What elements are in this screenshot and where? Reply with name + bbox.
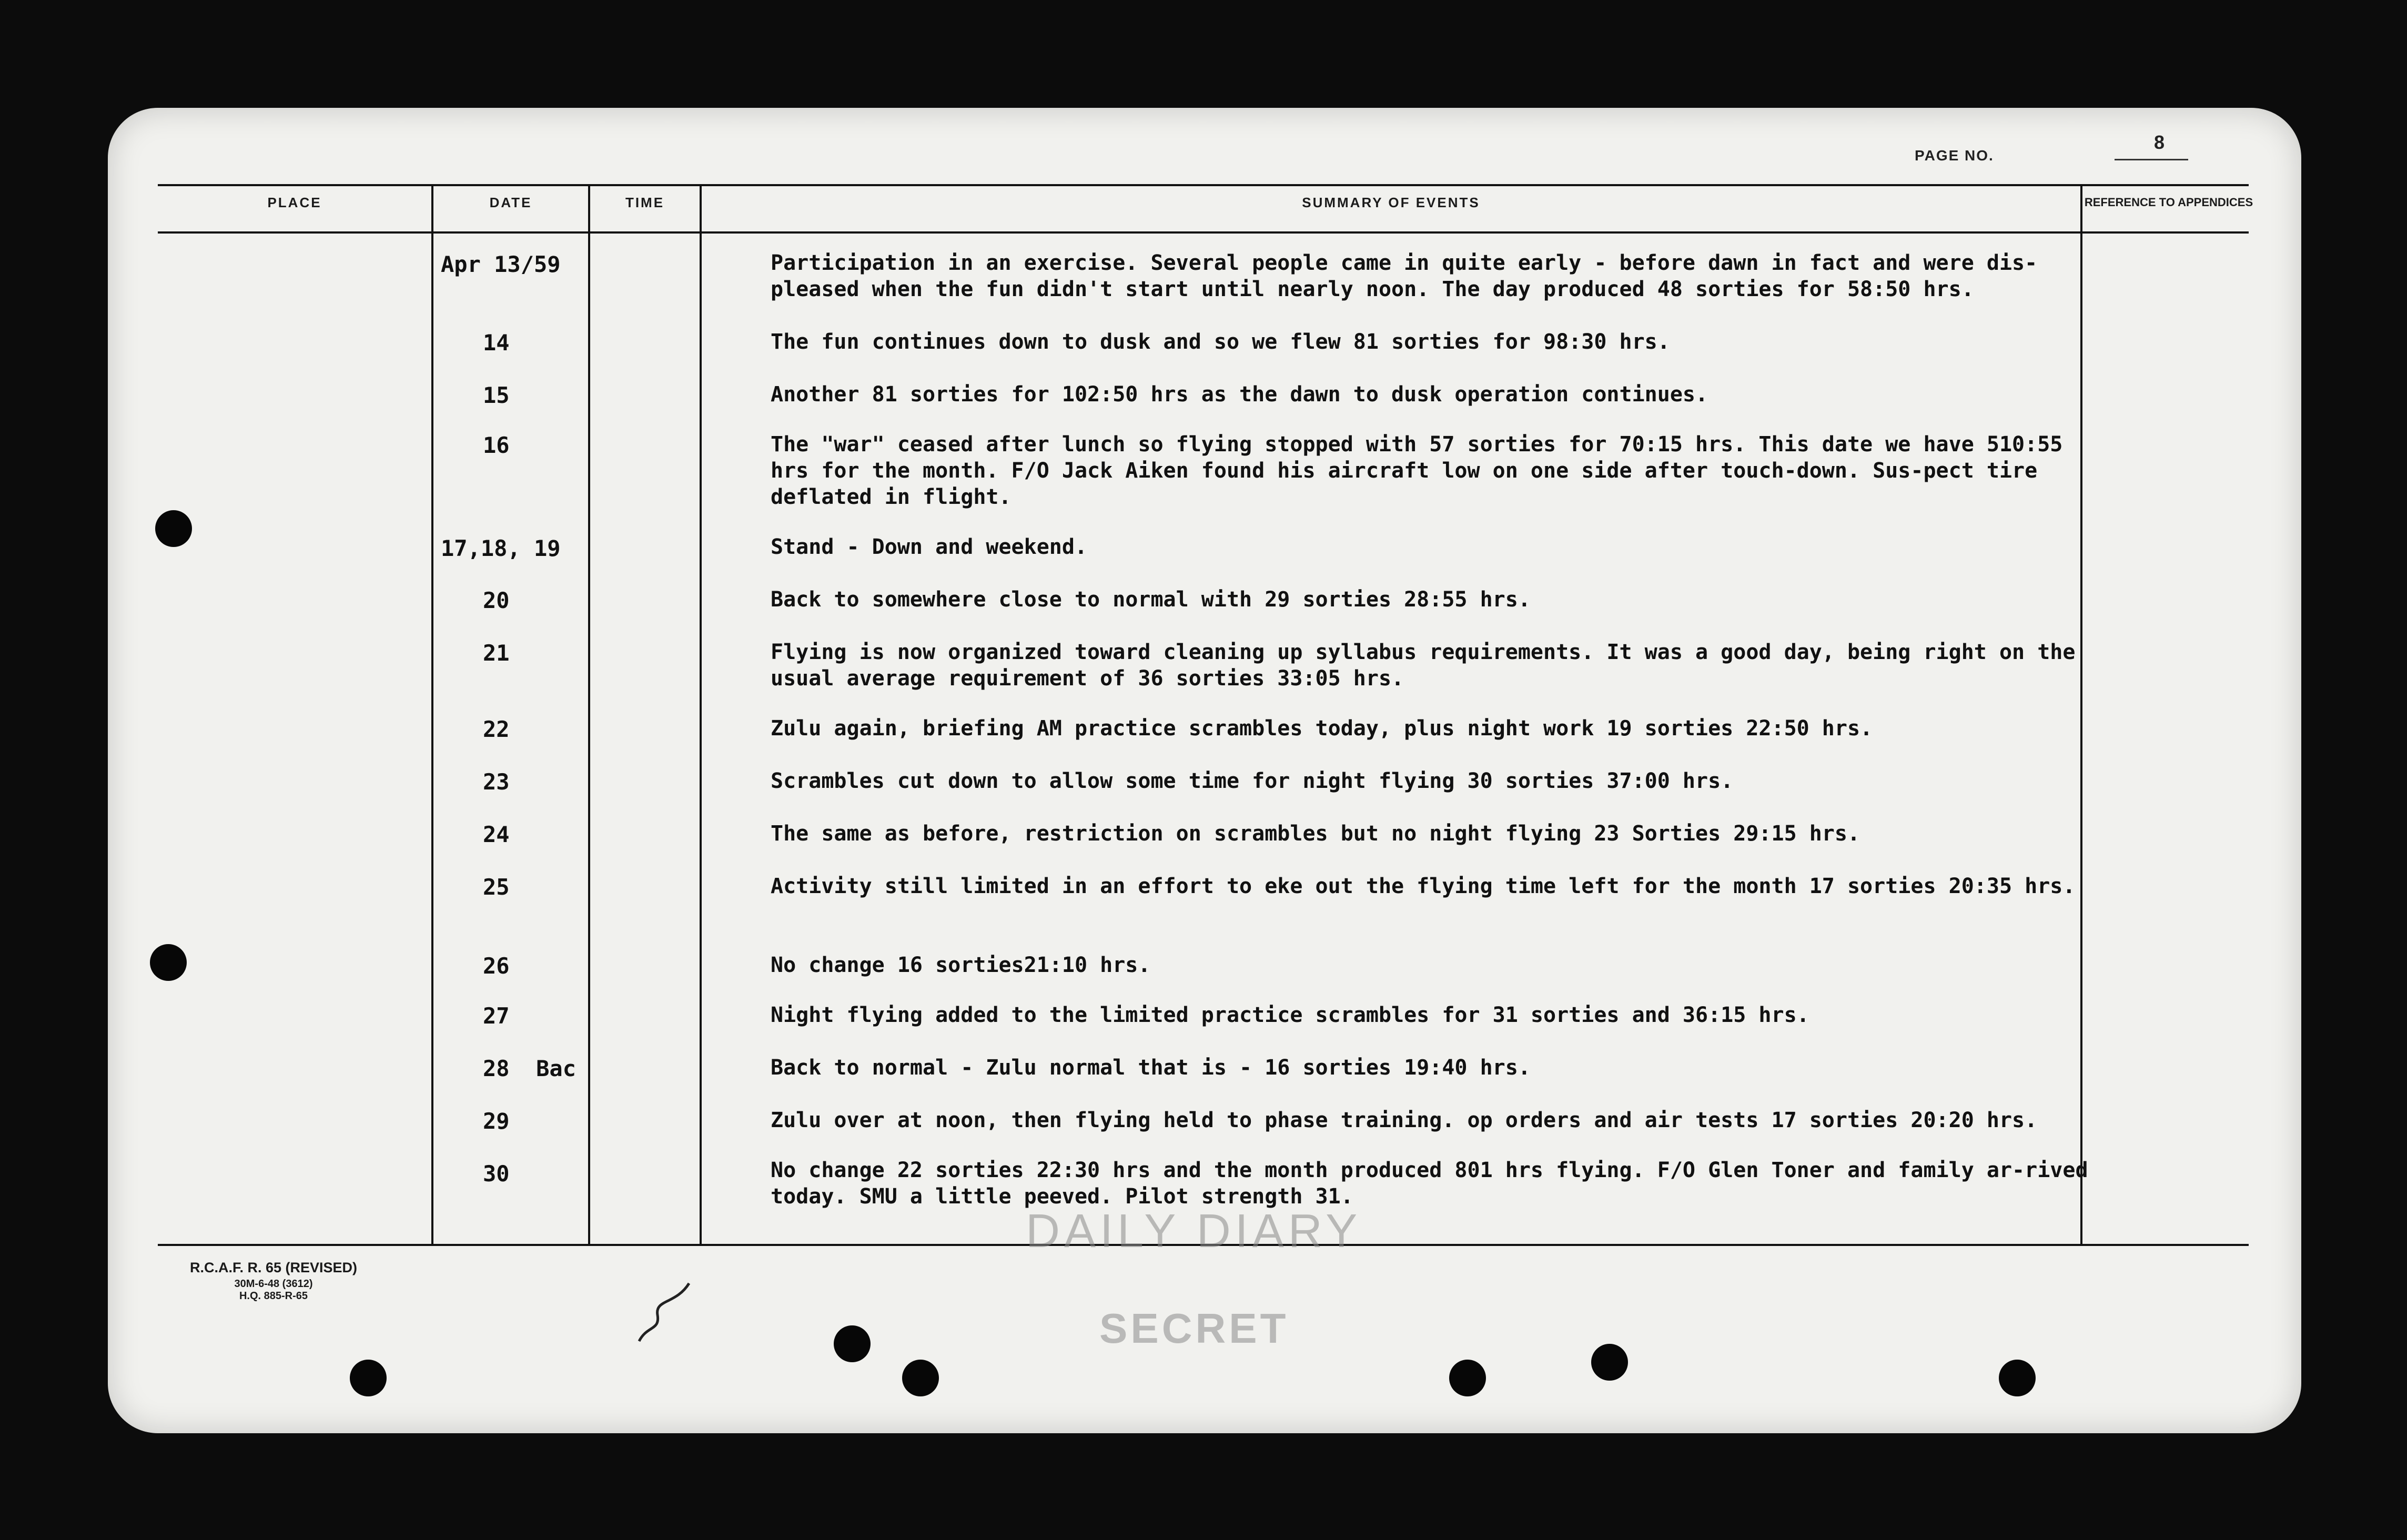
entry-summary: Participation in an exercise. Several people came in quite early - before dawn in fact and were dis-pleased when the fun didn't start until nearly noon. The day produced 48 sorties for 58:50 hrs. (771, 251, 2038, 301)
entry-date: Apr 13/59 (441, 251, 561, 277)
entry-summary: The "war" ceased after lunch so flying stopped with 57 sorties for 70:15 hrs. This date we have 510:55 hrs for the month. F/O Jack Aiken found his aircraft low on one side after touch-down. Sus-pect tire deflated in flight. (771, 432, 2063, 509)
place-column-header: PLACE (267, 195, 322, 210)
summary-column-header: SUMMARY OF EVENTS (1302, 195, 1480, 210)
entry-date: 21 (483, 640, 510, 666)
entry-summary: Night flying added to the limited practice scrambles for 31 sorties and 36:15 hrs. (771, 1003, 1809, 1027)
entry-date: 16 (483, 432, 510, 458)
punch-hole (1449, 1360, 1486, 1396)
header-bottom-rule (158, 231, 2249, 234)
punch-hole (150, 944, 187, 981)
entry-summary: Back to normal - Zulu normal that is - 16 sorties 19:40 hrs. (771, 1056, 1531, 1080)
form-hq-reference: H.Q. 885-R-65 (239, 1290, 308, 1302)
entry-date: 22 (483, 716, 510, 742)
reference-column-header: REFERENCE TO APPENDICES (2084, 196, 2253, 209)
punch-hole (155, 510, 192, 547)
entry-summary: Back to somewhere close to normal with 29 sorties 28:55 hrs. (771, 587, 1531, 612)
pen-mark (631, 1278, 700, 1352)
entry-date: 14 (483, 330, 510, 356)
entry-summary: No change 16 sorties21:10 hrs. (771, 953, 1151, 977)
punch-hole (1591, 1344, 1628, 1381)
entry-summary: Activity still limited in an effort to eke out the flying time left for the month 17 sorties 20:35 hrs. (771, 874, 2076, 898)
diary-title: DAILY DIARY (1026, 1205, 1362, 1258)
entry-date: 26 (483, 953, 510, 979)
header-top-rule (158, 184, 2249, 186)
punch-hole (1999, 1360, 2036, 1396)
entry-summary: Flying is now organized toward cleaning up syllabus requirements. It was a good day, being right on the usual average requirement of 36 sorties 33:05 hrs. (771, 640, 2076, 691)
entry-date: 30 (483, 1161, 510, 1187)
punch-hole (350, 1360, 387, 1396)
entry-date: 20 (483, 587, 510, 613)
entry-date: 17,18, 19 (441, 535, 561, 561)
page-number: 8 (2153, 131, 2165, 153)
date-column-header: DATE (489, 195, 532, 210)
entry-summary: The fun continues down to dusk and so we flew 81 sorties for 98:30 hrs. (771, 330, 1670, 354)
entry-date: 15 (483, 382, 510, 408)
form-print-code: 30M-6-48 (3612) (234, 1278, 313, 1290)
page-number-label: PAGE NO. (1915, 147, 1994, 164)
entry-date: 24 (483, 822, 510, 847)
entry-summary: Zulu again, briefing AM practice scrambles today, plus night work 19 sorties 22:50 hrs. (771, 716, 1873, 741)
page-number-underline (2115, 159, 2188, 160)
summary-column-divider (700, 184, 702, 1244)
punch-hole (902, 1360, 939, 1396)
entry-summary: Zulu over at noon, then flying held to phase training. op orders and air tests 17 sorties 20:20 hrs. (771, 1108, 2038, 1132)
entry-date: 27 (483, 1003, 510, 1029)
form-number: R.C.A.F. R. 65 (REVISED) (189, 1260, 358, 1275)
date-column-divider (431, 184, 433, 1244)
punch-hole (834, 1325, 871, 1362)
time-column-header: TIME (625, 195, 665, 210)
entry-summary: No change 22 sorties 22:30 hrs and the month produced 801 hrs flying. F/O Glen Toner and family ar-rived today. SMU a little peeved. Pilot strength 31. (771, 1158, 2088, 1209)
entry-date: 23 (483, 769, 510, 795)
form-number-block (153, 1260, 395, 1302)
entry-summary: Another 81 sorties for 102:50 hrs as the dawn to dusk operation continues. (771, 382, 1708, 407)
entry-date: 25 (483, 874, 510, 900)
entry-summary: Scrambles cut down to allow some time for night flying 30 sorties 37:00 hrs. (771, 769, 1734, 793)
entry-summary: The same as before, restriction on scrambles but no night flying 23 Sorties 29:15 hrs. (771, 822, 1860, 846)
entry-date: 28 Bac (483, 1056, 577, 1081)
entry-summary: Stand - Down and weekend. (771, 535, 1088, 559)
time-column-divider (588, 184, 590, 1244)
entry-date: 29 (483, 1108, 510, 1134)
secret-stamp: SECRET (1099, 1305, 1289, 1352)
